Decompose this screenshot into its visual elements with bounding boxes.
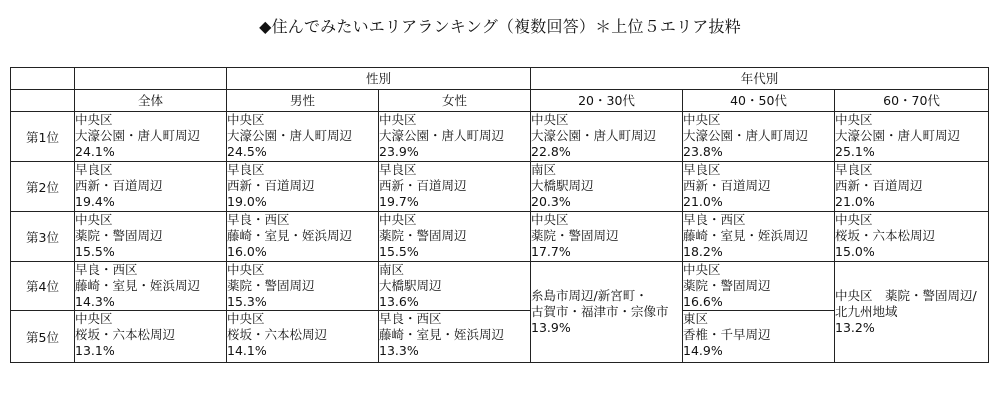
cell-percent: 21.0% — [835, 194, 875, 209]
cell-percent: 14.3% — [75, 294, 115, 309]
cell-area: 西新・百道周辺 — [75, 178, 163, 193]
cell-ward: 東区 — [683, 311, 709, 326]
table-row — [11, 112, 989, 162]
cell-percent: 13.1% — [75, 343, 115, 358]
table-cell — [835, 112, 989, 162]
cell-area: 大橋駅周辺 — [379, 278, 442, 293]
cell-area: 藤崎・室見・姪浜周辺 — [683, 228, 809, 243]
cell-area: 桜坂・六本松周辺 — [75, 327, 176, 342]
cell-area: 大濠公園・唐人町周辺 — [227, 128, 353, 143]
cell-percent: 16.6% — [683, 294, 723, 309]
cell-percent: 22.8% — [531, 144, 571, 159]
page-title: ◆住んでみたいエリアランキング（複数回答）＊上位５エリア抜粋 — [259, 17, 741, 36]
cell-ward: 中央区 — [227, 262, 265, 277]
cell-ward: 早良区 — [227, 162, 265, 177]
cell-area: 糸島市周辺/新宮町・ — [531, 288, 648, 303]
cell-area: 藤崎・室見・姪浜周辺 — [379, 327, 505, 342]
header-col-overall: 全体 — [75, 90, 227, 112]
table-cell — [75, 112, 227, 162]
header-corner — [11, 68, 75, 90]
cell-area: 薬院・警固周辺 — [531, 228, 619, 243]
header-col-female: 女性 — [379, 90, 531, 112]
header-corner — [75, 68, 227, 90]
cell-percent: 19.7% — [379, 194, 419, 209]
table-cell — [683, 112, 835, 162]
cell-area: 大濠公園・唐人町周辺 — [379, 128, 505, 143]
cell-ward: 中央区 — [379, 112, 417, 127]
cell-percent: 17.7% — [531, 244, 571, 259]
cell-ward: 中央区 — [227, 112, 265, 127]
cell-percent: 25.1% — [835, 144, 875, 159]
table-cell — [227, 262, 379, 311]
cell-ward: 早良・西区 — [379, 311, 442, 326]
table-cell — [379, 212, 531, 262]
cell-area: 藤崎・室見・姪浜周辺 — [227, 228, 353, 243]
table-row — [11, 162, 989, 212]
header-col-age-60-70: 60・70代 — [835, 90, 989, 112]
table-cell — [227, 311, 379, 363]
table-cell — [835, 162, 989, 212]
cell-ward: 早良区 — [379, 162, 417, 177]
cell-ward: 中央区 — [75, 311, 113, 326]
table-cell — [683, 162, 835, 212]
table-cell — [683, 262, 835, 311]
table-cell — [227, 212, 379, 262]
cell-ward: 早良・西区 — [75, 262, 138, 277]
cell-percent: 24.5% — [227, 144, 267, 159]
rank-label: 第5位 — [11, 311, 75, 363]
cell-percent: 13.6% — [379, 294, 419, 309]
table-cell — [683, 212, 835, 262]
table-cell — [75, 262, 227, 311]
cell-area: 古賀市・福津市・宗像市 — [531, 304, 669, 319]
cell-ward: 中央区 — [75, 112, 113, 127]
cell-percent: 20.3% — [531, 194, 571, 209]
cell-ward: 中央区 — [683, 262, 721, 277]
table-cell — [531, 112, 683, 162]
header-col-age-20-30: 20・30代 — [531, 90, 683, 112]
cell-ward: 中央区 — [835, 112, 873, 127]
header-age-group: 年代別 — [531, 68, 989, 90]
table-cell — [227, 162, 379, 212]
cell-ward: 中央区 — [531, 112, 569, 127]
cell-percent: 16.0% — [227, 244, 267, 259]
rank-label: 第2位 — [11, 162, 75, 212]
header-column-row — [11, 90, 989, 112]
table-cell — [75, 212, 227, 262]
cell-percent: 24.1% — [75, 144, 115, 159]
cell-percent: 18.2% — [683, 244, 723, 259]
table-cell — [379, 262, 531, 311]
header-corner — [11, 90, 75, 112]
cell-area: 西新・百道周辺 — [835, 178, 923, 193]
table-cell — [227, 112, 379, 162]
cell-area: 薬院・警固周辺 — [379, 228, 467, 243]
cell-ward: 早良区 — [683, 162, 721, 177]
cell-ward: 中央区 — [227, 311, 265, 326]
table-cell — [379, 112, 531, 162]
cell-ward: 中央区 — [379, 212, 417, 227]
rank-label: 第3位 — [11, 212, 75, 262]
cell-area: 大濠公園・唐人町周辺 — [531, 128, 657, 143]
cell-percent: 14.9% — [683, 343, 723, 358]
cell-percent: 19.0% — [227, 194, 267, 209]
cell-area: 薬院・警固周辺 — [683, 278, 771, 293]
table-cell — [379, 311, 531, 363]
cell-percent: 13.9% — [531, 320, 571, 335]
cell-area: 大濠公園・唐人町周辺 — [835, 128, 961, 143]
cell-area: 薬院・警固周辺 — [227, 278, 315, 293]
header-col-age-40-50: 40・50代 — [683, 90, 835, 112]
cell-ward: 早良・西区 — [683, 212, 746, 227]
cell-percent: 15.0% — [835, 244, 875, 259]
cell-ward: 中央区 — [75, 212, 113, 227]
cell-ward: 中央区 — [835, 212, 873, 227]
cell-area: 桜坂・六本松周辺 — [227, 327, 328, 342]
merged-cell-age-60-70 — [835, 262, 989, 363]
cell-ward: 早良区 — [75, 162, 113, 177]
table-cell — [75, 162, 227, 212]
cell-area: 大濠公園・唐人町周辺 — [75, 128, 201, 143]
table-cell — [683, 311, 835, 363]
cell-area: 香椎・千早周辺 — [683, 327, 771, 342]
table-row — [11, 262, 989, 311]
cell-area: 大濠公園・唐人町周辺 — [683, 128, 809, 143]
rank-label: 第4位 — [11, 262, 75, 311]
table-cell — [835, 212, 989, 262]
cell-area: 藤崎・室見・姪浜周辺 — [75, 278, 201, 293]
cell-percent: 14.1% — [227, 343, 267, 358]
cell-percent: 13.3% — [379, 343, 419, 358]
cell-ward: 中央区 — [531, 212, 569, 227]
cell-percent: 15.3% — [227, 294, 267, 309]
rank-label: 第1位 — [11, 112, 75, 162]
ranking-table — [10, 67, 989, 363]
cell-percent: 15.5% — [75, 244, 115, 259]
cell-percent: 13.2% — [835, 320, 875, 335]
cell-area: 西新・百道周辺 — [683, 178, 771, 193]
header-group-row — [11, 68, 989, 90]
cell-area: 北九州地域 — [835, 304, 898, 319]
cell-percent: 15.5% — [379, 244, 419, 259]
table-cell — [531, 162, 683, 212]
merged-cell-age-20-30 — [531, 262, 683, 363]
cell-area: 西新・百道周辺 — [227, 178, 315, 193]
cell-percent: 21.0% — [683, 194, 723, 209]
header-gender-group: 性別 — [227, 68, 531, 90]
cell-percent: 19.4% — [75, 194, 115, 209]
table-cell — [531, 212, 683, 262]
table-cell — [379, 162, 531, 212]
cell-ward: 中央区 — [683, 112, 721, 127]
cell-area: 中央区 薬院・警固周辺/ — [835, 288, 977, 303]
table-cell — [75, 311, 227, 363]
cell-ward: 早良・西区 — [227, 212, 290, 227]
header-col-male: 男性 — [227, 90, 379, 112]
cell-ward: 南区 — [531, 162, 557, 177]
cell-percent: 23.9% — [379, 144, 419, 159]
cell-area: 桜坂・六本松周辺 — [835, 228, 936, 243]
cell-percent: 23.8% — [683, 144, 723, 159]
cell-area: 薬院・警固周辺 — [75, 228, 163, 243]
table-row — [11, 212, 989, 262]
cell-area: 大橋駅周辺 — [531, 178, 594, 193]
cell-area: 西新・百道周辺 — [379, 178, 467, 193]
cell-ward: 早良区 — [835, 162, 873, 177]
cell-ward: 南区 — [379, 262, 405, 277]
